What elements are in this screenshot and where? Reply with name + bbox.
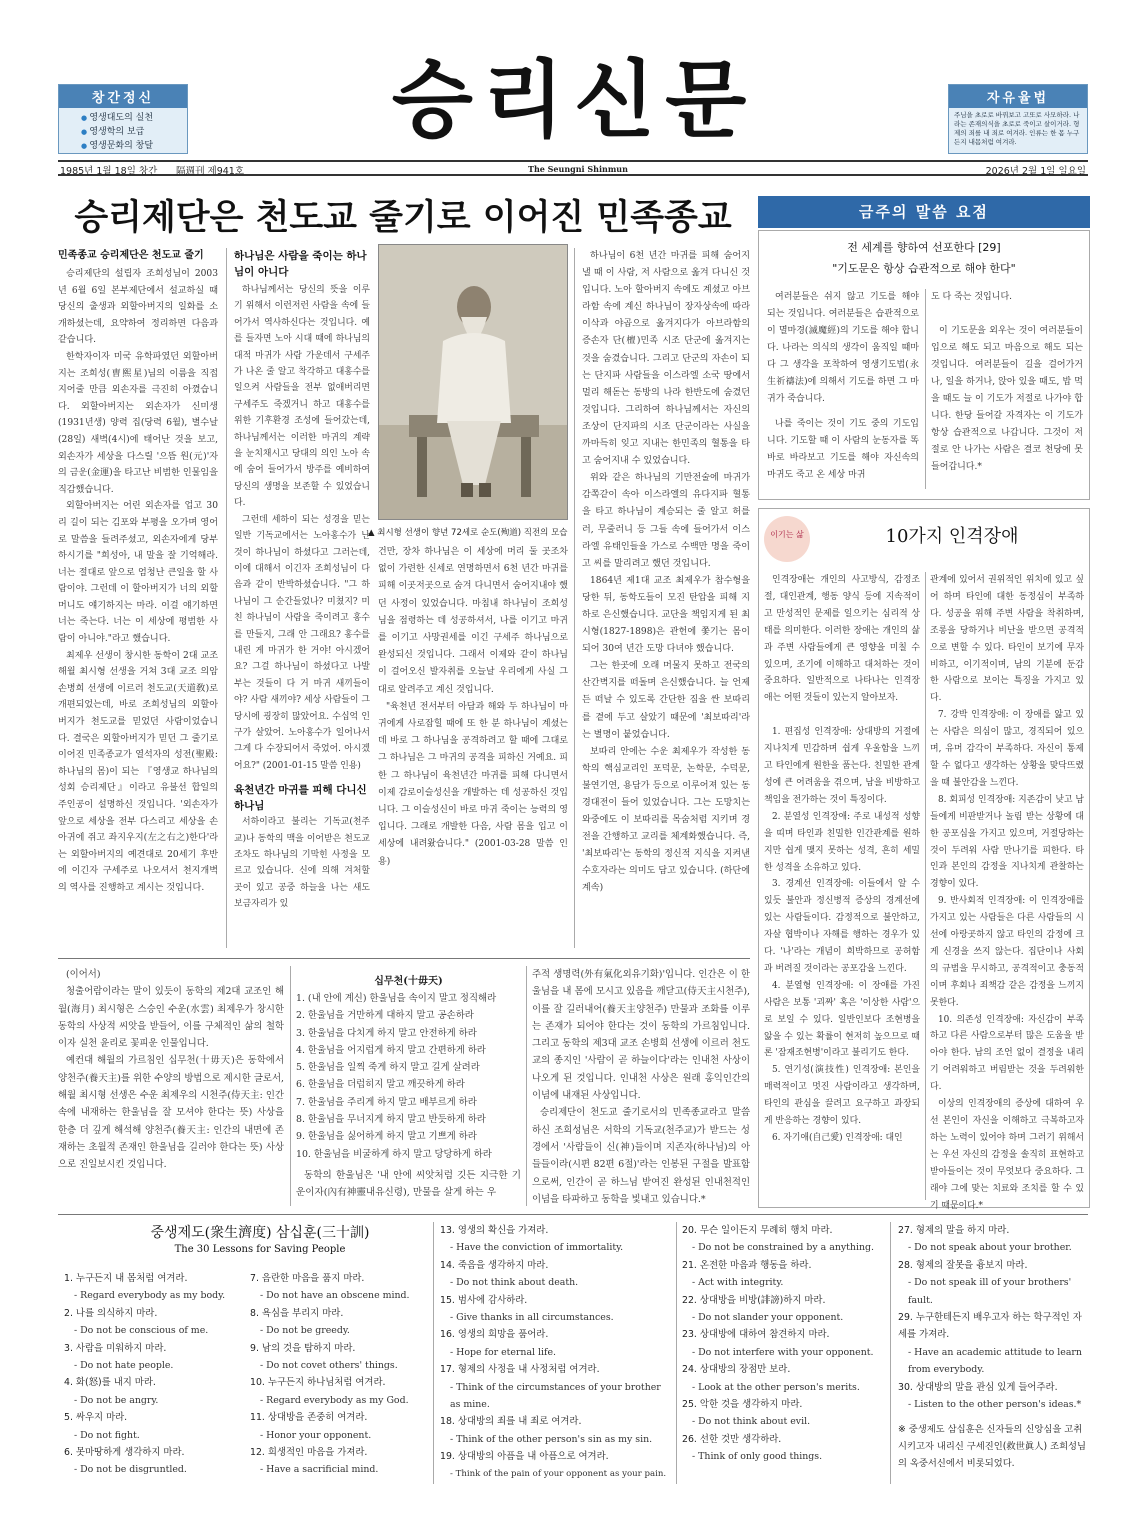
paragraph: 그런데 세하이 되는 성경을 믿는 일반 기독교에서는 노아홍수가 난 것이 하나님이 하셨다고 그러는데, 이에 대해서 이긴자 조희성님이 다음과 같이 반박하셨습니다. "그 하나님이 그 순간들었나? 미쳤지? 미친 하나님이 사람을 죽이려고 홍수를 만들지, 그래 안 그래요? 홍수를 내린 게 마귀가 한 거야! 아시겠어요? 그걸 하나님이 하셨다고 나발 부는 것들이 다 거 마귀 새끼들이야? 사람 새끼야? 세상 사람들이 그 당시에 굉장히 많았어요. 수십억 인구가 살았어. 노아홍수가 일어나서 그게 다 수장되어서 죽었어. 아시겠어요?" (2001-01-15 말씀 인용) [234, 514, 370, 771]
lessons-subtitle: The 30 Lessons for Saving People [174, 1244, 346, 1255]
paragraph: 서하이라고 불리는 기독교(천주교)나 동학의 맥을 이어받은 천도교조차도 하나님의 기막힌 사정을 모르고 있습니다. 신에 의해 겨처할 곳이 있고 공중 하늘을 나는 새도 보금자리가 있 [234, 817, 370, 910]
main-headline: 승리제단은 천도교 줄기로 이어진 민족종교 [74, 198, 732, 238]
photo-caption: ▲ 최시형 선생이 향년 72세로 순도(殉道) 직전의 모습 [368, 528, 568, 538]
ten-wishes-title: 십무천(十毋天) [374, 976, 443, 987]
lesson-ko: 13. 영생의 확신을 가져라. [440, 1225, 549, 1236]
lesson-en: - Do not be greedy. [260, 1325, 350, 1337]
lesson-ko: 15. 범사에 감사하라. [440, 1294, 528, 1306]
lesson-en: - Do not hate people. [74, 1360, 174, 1372]
winning-life-badge: 이기는 삶 [764, 516, 810, 562]
personality-column-right [930, 572, 1084, 1214]
lesson-ko: 7. 음란한 마음을 품지 마라. [250, 1273, 365, 1284]
column-1-subhead: 민족종교 승리제단은 천도교 줄기 [58, 250, 204, 261]
lesson-en: - Listen to the other person's ideas.* [908, 1399, 1082, 1411]
paragraph: 이 기도문을 외우는 것이 여러분들이 입으로 해도 되고 마음으로 해도 되는 것입니다. 여러분들이 길을 걸어가거나, 일을 하거나, 앉아 있을 때도, 밥 먹을 때도 늘 이 기도가 저절로 나가야 합니다. 한당 들어갈 자격자는 이 기도가 항상 습관적으로 나갑니다. 그것이 저절로 안 나가는 사람은 결코 천당에 못 들어갑니다.* [931, 326, 1083, 472]
lesson-en: - Do not covet others' things. [260, 1360, 398, 1372]
lesson-en: - Regard everybody as my God. [260, 1394, 409, 1406]
lesson-ko: 16. 영생의 희망을 품어라. [440, 1329, 549, 1341]
lessons-column-1 [64, 1270, 242, 1479]
lesson-ko: 27. 형제의 말을 하지 마라. [898, 1225, 1010, 1236]
paragraph: 그는 한곳에 오래 머물지 못하고 전국의 산간벽지를 떠돌며 은신했습니다. 늘 언제든 떠날 수 있도록 간단한 짐을 싼 보따리를 곁에 두고 살았기 때문에 '최보따리'라는 별명이 붙었습니다. [582, 661, 750, 740]
list-item: 8. 한울님을 무너지게 하지 말고 반듯하게 하라 [296, 1114, 486, 1126]
lesson-ko: 5. 싸우지 마라. [64, 1412, 128, 1424]
lesson-ko: 24. 상대방의 장점만 보라. [682, 1364, 791, 1376]
lessons-column-5 [898, 1222, 1090, 1472]
freedom-law-box [948, 84, 1088, 154]
list-item: 1. (내 안에 계신) 한울님을 속이지 말고 정직해라 [296, 993, 497, 1004]
lesson-en: - Do not be conscious of me. [74, 1325, 209, 1337]
lesson-ko: 23. 상대방에 대하여 참견하지 마라. [682, 1329, 830, 1341]
paragraph: 주적 생명력(外有氣化외유기화)'입니다. 인간은 이 한울님을 내 몸에 모시고 있음을 깨닫고(侍天主시천주), 이를 잘 길러내어(養天主양천주) 만물과 조화를 이루는 존재가 되어야 한다는 것이 동학의 가르침입니다. 그리고 동학의 제3대 교조 손병희 선생에 이르러 천도교의 종지인 '사람이 곧 하늘이다'라는 인내천 사상이 나오게 된 것입니다. 인내천 사상은 원래 홍익인간의 이념에 내재된 사상입니다. [532, 969, 750, 1102]
list-item: 4. 한울님을 어지럽게 하지 말고 간편하게 하라 [296, 1044, 486, 1056]
lesson-en: - Think of the circumstances of your brother as mine. [450, 1381, 661, 1411]
paragraph: 위와 같은 하나님의 기만전술에 마귀가 감쪽같이 속아 이스라엘의 유다지파 혈통을 타고 하나님이 계승되는 줄 알고 허를러, 무줄러니 등 그들 속에 들어가서 이스라엘 유태인들을 가스로 수백만 명을 죽이고 씨를 말리려고 했던 것입니다. [582, 473, 750, 569]
lesson-en: - Think of only good things. [692, 1451, 823, 1463]
paragraph: 예컨대 해월의 가르침인 십무천(十毋天)은 동학에서 양천주(養天主)를 위한 수양의 방법으로 제시한 글로서, 해월 최시형 선생은 수운 최제우의 시천주(侍天主: 인간 속에 내재하는 한울님을 잘 모셔야 한다는 뜻) 사상을 한층 더 깊게 해석해 양천주(養天主: 인간의 내면에 존재하는 초월적 존재인 한울님을 길러야 한다는 뜻) 사상으로 진일보시킨 것입니다. [58, 1055, 284, 1171]
list-item: 2. 한울님을 거만하게 대하지 말고 공손하라 [296, 1010, 474, 1022]
paragraph: 여러분들은 쉬지 않고 기도를 해야 되는 것입니다. 여러분들은 습관적으로 이 멸마경(滅魔經)의 기도를 해야 합니다. 나라는 의식의 생각이 움직일 때마다 그 생각을 포착하여 영생기도법(永生祈禱法)에 의해서 기도를 하면 그 마귀가 죽습니다. [767, 292, 919, 404]
paragraph: 외할아버지는 어린 외손자를 업고 30리 길이 되는 김포와 부평을 오가며 영어로 말씀을 들려주셨고, 외손자에게 당부하시기를 "희성아, 내 말을 잘 기억해라. 너는 절대로 앞으로 엄청난 큰일을 할 사람이야. 그런데 이 할아버지가 너의 외할머니도 얘기하지는 마라. 이걸 얘기하면 너는 죽는다. 너는 이 세상에 평범한 사람이 아니야."라고 했습니다. [58, 501, 218, 645]
paragraph: 최제우 선생이 창시한 동학이 2대 교조 해월 최시형 선생을 거쳐 3대 교조 의암 손병희 선생에 이르러 천도교(天道敎)로 개편되었는데, 바로 조희성님의 외할아버지가 천도교를 믿었던 사람이었습니다. 결국은 외할아버지가 믿던 그 줄기로 이어진 민족종교가 열석자의 성전(聖殿: 하나님의 몸)이 되는 『영생교 하나님의 성회 승리제단』이라고 유불선 합일의 주인공이 설명하신 것입니다. '외손자가 앞으로 세상을 전부 다스리고 세상을 손아귀에 쥐고 좌지우지(左之右之)한다'라는 외할아버지의 예견대로 20세기 후반에 이긴자 구세주로 나오셔서 천지개벽의 역사를 진행하고 계시는 것입니다. [58, 650, 219, 893]
paragraph: 4. 분열형 인격장애: 이 장애를 가진 사람은 보통 '괴짜' 혹은 '이상한 사람'으로 보일 수 있다. 일반인보다 조현병을 앓을 수 있는 확률이 현저히 높으므로 때론 '잠재조현병'이라고 불리기도 한다. [764, 980, 920, 1059]
english-title: The Seungni Shinmun [528, 164, 628, 174]
photo-elder-figure [379, 245, 568, 520]
paragraph: 관계에 있어서 권위적인 위치에 있고 싶어 하며 타인에 대한 동정심이 부족하다. 성공을 위해 주변 사람을 착취하며, 조롱을 당하거나 비난을 받으면 공격적으로 변할 수 있다. 타인이 보기에 무자비하고, 이기적이며, 남의 기분에 둔감한 사람으로 보이는 특징을 가지고 있다. [930, 575, 1084, 704]
paragraph: 승리제단이 천도교 줄기로서의 민족종교라고 말씀하신 조희성님은 서학의 기독교(천주교)가 받드는 성경에서 '사람들이 신(神)들이며 지존자(하나님)의 아들들이라(시편 82편 6절)'라는 인봉된 구절을 발표함으로써, 인간이 곧 하느님 받여진 완성된 인내천적인 이념을 타파하고 동학을 빛내고 있습니다.* [532, 1107, 750, 1205]
weekly-sermon-box [758, 230, 1090, 500]
founding-spirit-item: ● 영생대도의 실천 [81, 111, 187, 125]
paragraph: 이상의 인격장애의 증상에 대하여 우선 본인이 자신을 이해하고 극복하고자 하는 노력이 있어야 하며 그러기 위해서는 우선 자신의 감정을 솔직히 표현하고 받아들이는 것이 무엇보다 중요하다. 그래야 그에 맞는 치료와 조치를 할 수 있기 때문이다.* [930, 1099, 1084, 1211]
lesson-ko: 29. 누구한테든지 배우고자 하는 학구적인 자세를 가져라. [898, 1312, 1082, 1341]
paragraph: 5. 연기성(演技性) 인격장애: 본인을 매력적이고 멋진 사람이라고 생각하며, 타인의 관심을 끌려고 요구하고 과장되게 반응하는 경향이 있다. [764, 1065, 920, 1127]
paragraph: (이어서) [66, 969, 101, 980]
lesson-ko: 6. 못마땅하게 생각하지 마라. [64, 1447, 185, 1459]
paragraph: 인격장애는 개인의 사고방식, 감정조절, 대인관계, 행동 양식 등에 지속적이고 만성적인 문제를 일으키는 심리적 상태를 의미한다. 이러한 장애는 개인의 삶과 주변 사람들에게 큰 영향을 미칠 수 있으며, 조기에 이해하고 대처하는 것이 중요하다. 일반적으로 나타나는 인격장애는 어떤 것들이 있는지 알아보자. [764, 575, 920, 704]
lessons-note: ※ 중생제도 삼십훈은 신자들의 신앙심을 고취시키고자 내리신 구세진인(救世眞人) 조희성님의 옥중서신에서 비롯되었다. [898, 1424, 1087, 1470]
paragraph: 9. 반사회적 인격장애: 이 인격장애를 가지고 있는 사람들은 다른 사람들의 시선에 아랑곳하지 않고 타인의 감정에 크게 신경을 쓰지 않는다. 집단이나 사회의 규범을 무시하고, 공격적이고 충동적이며 후회나 죄책감 같은 감정을 느끼지 못한다. [930, 896, 1084, 1008]
lesson-ko: 8. 욕심을 부리지 마라. [250, 1307, 344, 1319]
list-item: 5. 한울님을 일찍 죽게 하지 말고 길게 살려라 [296, 1062, 480, 1074]
lessons-column-2 [250, 1270, 430, 1479]
lesson-en: - Have an academic attitude to learn from everybody. [908, 1346, 1082, 1376]
lesson-en: - Do not have an obscene mind. [260, 1290, 410, 1302]
ten-wishes-list [296, 990, 521, 1201]
lesson-en: - Hope for eternal life. [450, 1346, 557, 1358]
lesson-ko: 3. 사람을 미워하지 마라. [64, 1342, 167, 1354]
paragraph: 도 다 죽는 것입니다. [931, 292, 1012, 302]
lesson-ko: 21. 온전한 마음과 행동을 하라. [682, 1259, 812, 1271]
lesson-en: - Think of the pain of your opponent as your pain. [450, 1468, 667, 1479]
paragraph: 10. 의존성 인격장애: 자신감이 부족하고 다른 사람으로부터 많은 도움을 받아야 한다. 남의 조언 없이 결정을 내리기 어려워하고 버림받는 것을 두려워한다. [930, 1014, 1084, 1093]
list-item: 9. 한울님을 싫어하게 하지 말고 기쁘게 하라 [296, 1131, 477, 1143]
paragraph: 2. 분열성 인격장애: 주로 내성적 성향을 띠며 타인과 친밀한 인간관계를 원하지만 쉽게 맺지 못하는 성격, 흔히 세밀한 성격을 소유하고 있다. [764, 811, 920, 873]
article-column-1 [58, 248, 218, 897]
founding-spirit-title: 창간정신 [59, 85, 187, 108]
founding-spirit-item: ● 영생문화의 창달 [81, 139, 187, 153]
lesson-en: - Have a sacrificial mind. [260, 1464, 379, 1476]
lower-column-left [58, 966, 284, 1174]
lesson-en: - Act with integrity. [692, 1277, 784, 1289]
lesson-ko: 28. 형제의 잘못을 흉보지 마라. [898, 1259, 1028, 1271]
paragraph: 청출어람이라는 말이 있듯이 동학의 제2대 교조인 해월(海月) 최시형은 스승인 수운(水雲) 최제우가 창시한 동학의 사상적 씨앗을 받들어, 이를 구체적인 삶의 철학이자 실천 윤리로 꽃피운 인물입니다. [58, 986, 284, 1050]
lesson-en: - Do not speak about your brother. [908, 1242, 1072, 1254]
list-item: 3. 한울님을 다치게 하지 말고 안전하게 하라 [296, 1027, 477, 1039]
paragraph: 하나님께서는 당신의 뜻을 이루기 위해서 이런저런 사람을 속에 들어가서 역사하신다는 것입니다. 예를 들자면 노아 시대 때에 하나님의 대적 마귀가 사람 가운데서 구세주가 나온 줄 알고 착각하고 대홍수를 일으켜 사람들을 전부 없애버리면 구세주도 죽겠거니 하고 대홍수를 위한 기후환경 조성에 들어갔는데, 하나님께서는 이러한 마귀의 계략을 눈치채시고 당대의 의인 노아 속에 숨어 들어가서 방주를 예비하여 당신의 생명을 보존할 수 있었습니다. [234, 285, 370, 509]
lesson-en: - Do not be disgruntled. [74, 1464, 187, 1476]
paragraph: 승리제단의 설립자 조희성님이 2003년 6월 6일 본부제단에서 설교하실 때 당신의 출생과 외할아버지의 일화를 소개하셨는데, 요약하여 정리하면 다음과 같습니다. [58, 269, 218, 346]
dateline [58, 160, 1088, 176]
lesson-en: - Do not be constrained by a anything. [692, 1242, 874, 1254]
sermon-title: 전 세계를 향하여 선포한다 [29] [847, 241, 1001, 254]
lesson-ko: 11. 상대방을 존중히 여겨라. [250, 1412, 368, 1424]
personality-column-left [764, 572, 920, 1147]
issue-date: 2026년 2월 1일 일요일 [985, 166, 1086, 177]
lesson-ko: 17. 형제의 사정을 내 사정처럼 여겨라. [440, 1364, 600, 1376]
lesson-ko: 18. 상대방의 죄를 내 죄로 여겨라. [440, 1416, 582, 1428]
lesson-en: - Look at the other person's merits. [692, 1381, 860, 1393]
list-item: 10. 한울님을 비굴하게 하지 말고 당당하게 하라 [296, 1148, 492, 1160]
lesson-en: - Do not think about death. [450, 1277, 579, 1289]
lesson-en: - Do not speak ill of your brothers' fault. [908, 1277, 1072, 1306]
newspaper-title: 승리신문 [391, 51, 757, 149]
paragraph: 1. 편집성 인격장애: 상대방의 거절에 지나치게 민감하며 쉽게 우울함을 느끼고 타인에게 원한을 품는다. 친밀한 관계성에 큰 어려움을 겪으며, 남을 비방하고 책임을 전가하는 것이 특징이다. [764, 727, 920, 805]
paragraph: "육천년 전서부터 아담과 해와 두 하나님이 마귀에게 사로잡힐 때에 또 한 분 하나님이 계셨는데 바로 그 하나님을 공격하려고 할 때에 그대로 그 하나님은 그 마귀의 공격을 피하신 거예요. 피한 그 하나님이 육천년간 마귀를 피해 다니면서 이제 감로이슬성신을 개발하는 데 성공하신 것입니다. 그 이슬성신이 바로 마귀 죽이는 능력의 영입니다. 그래로 개발한 다음, 사람 몸을 입고 이 세상에 내려왔습니다." (2001-03-28 말씀 인용) [378, 701, 568, 867]
list-item: 6. 한울님을 더럽히지 말고 깨끗하게 하라 [296, 1079, 465, 1091]
paragraph: 8. 회피성 인격장애: 지존감이 낮고 남들에게 비판받거나 놀림 받는 상황에 대한 공포심을 가지고 있으며, 거절당하는 것이 두려워 사람 만나기를 피한다. 타인과 본인의 감정을 지나치게 관찰하는 경향이 있다. [930, 794, 1084, 890]
article-column-3 [378, 544, 568, 871]
lesson-en: - Do not interfere with your opponent. [692, 1346, 874, 1358]
paragraph: 1864년 제1대 교조 최제우가 참수형을 당한 뒤, 동학도들이 모진 탄압을 피해 지하로 은신했습니다. 교단을 책임지게 된 최시형(1827-1898)은 관헌에 쫓기는 몸이 되어 30여 년간 도망 다녀야 했습니다. [582, 575, 750, 655]
lesson-ko: 30. 상대방의 말을 관심 있게 들어주라. [898, 1381, 1058, 1393]
founding-spirit-box [58, 84, 188, 154]
freedom-law-body: 주님을 초로로 바꿔보고 고또로 사모하라. 나라는 존재의식을 초로로 죽이고 살이거라. 형제의 죄를 내 죄로 여겨라. 인류는 한 몸 누구든지 내몸처럼 여겨라. [954, 111, 1080, 146]
paragraph: 나를 죽이는 것이 기도 중의 기도입니다. 기도할 때 이 사람의 눈동자를 똑바로 바라보고 기도를 해야 자신속의 마귀도 죽고 온 세상 마귀 [767, 419, 919, 480]
lesson-en: - Do not fight. [74, 1429, 140, 1441]
paragraph: 7. 강박 인격장애: 이 장애를 앓고 있는 사람은 의심이 많고, 경직되어 있으며, 유머 감각이 부족하다. 자신이 통제할 수 없다고 생각하는 상황을 맞닥뜨렸을 때 불안감을 느낀다. [930, 710, 1084, 788]
founding-spirit-item: ● 영생학의 보급 [81, 125, 187, 139]
paragraph: 하나님이 6천 년간 마귀를 피해 숨어지낼 때 이 사람, 저 사람으로 옮겨 다니신 것입니다. 노아 할아버지 속에도 계셨고 아브라함 속에 계신 하나님이 장자상속에 따라 이삭과 야곱으로 옮겨지다가 아브라함의 증손자 단(檀)민족 시조 단군에 옮겨지는 것을 숨겼습니다. 그리고 단군의 자손이 되는 단지파 사람들을 이스라엘 소국 땅에서 멀리 해돋는 동방의 나라 한반도에 숨겼던 것입니다. 그리하여 하나님께서는 자신의 조상이 단지파의 시조 단군이라는 사실을 까마득히 잊고 지내는 한민족의 혈통을 타고 숨어지내 수 있었습니다. [582, 251, 750, 467]
lesson-en: - Honor your opponent. [260, 1429, 372, 1441]
lesson-en: - Have the conviction of immortality. [450, 1242, 624, 1254]
column-2-subhead-2: 육천년간 마귀를 피해 다니신 하나님 [234, 784, 367, 813]
lesson-ko: 12. 희생적인 마음을 가져라. [250, 1447, 368, 1459]
lesson-ko: 9. 남의 것을 탐하지 마라. [250, 1342, 356, 1354]
sermon-subtitle: "기도문은 항상 습관적으로 해야 한다" [832, 262, 1016, 275]
list-item: 7. 한울님을 주리게 하지 말고 배부르게 하라 [296, 1096, 477, 1108]
lesson-ko: 1. 누구든지 내 몸처럼 여겨라. [64, 1273, 188, 1284]
lesson-ko: 2. 나를 의식하지 마라. [64, 1307, 158, 1319]
lessons-title: 중생제도(衆生濟度) 삼십훈(三十訓) [150, 1225, 370, 1241]
paragraph: 한학자이자 미국 유학파였던 외할아버지는 조희성(曺熙星)님의 이름을 직접 지어줄 만큼 외손자를 극진히 아꼈습니다. 외할아버지는 외손자가 신미생(1931년생) 양력 집(당력 6월), 별수날(28일) 새벽(4시)에 태어난 것을 보고, 외손자가 세상을 다스릴 '으뜸 원(元)'자의 금운(金運)을 타고난 비범한 인물임을 직감했습니다. [58, 351, 218, 495]
paragraph: 보따리 안에는 수운 최제우가 작성한 동학의 핵심교리인 포덕문, 논학문, 수덕문, 불연기연, 용담가 등으로 이루어져 있는 동경대전이 들어 있었습니다. 그는 도망치는 와중에도 이 보따리를 목숨처럼 지키며 경전을 간행하고 교리를 체계화했습니다. 즉, '최보따리'는 동학의 정신적 지식을 지켜낸 수호자라는 의미도 담고 있습니다. (하단에 계속) [582, 746, 750, 894]
paragraph: 동학의 한울님은 '내 안에 씨앗처럼 깃든 지극한 기운이자(內有神靈내유신령), 만물을 살게 하는 우 [296, 1169, 521, 1198]
lesson-en: - Think of the other person's sin as my sin. [450, 1433, 653, 1445]
founded-date: 1985년 1월 18일 창간 [60, 166, 158, 177]
lesson-ko: 14. 죽음을 생각하지 마라. [440, 1259, 549, 1271]
freedom-law-title: 자유율법 [949, 85, 1087, 108]
photo-choi-sihyung [378, 244, 568, 520]
lessons-column-4 [682, 1222, 882, 1466]
issue-number: 隔週刊 제941호 [176, 166, 245, 177]
column-2-subhead: 하나님은 사람을 죽이는 하나님이 아니다 [234, 250, 367, 278]
lesson-ko: 4. 화(怒)를 내지 마라. [64, 1377, 156, 1389]
article-column-2 [234, 248, 370, 913]
lesson-ko: 20. 무슨 일이든지 무례히 행치 마라. [682, 1225, 833, 1236]
lesson-ko: 25. 악한 것을 생각하지 마라. [682, 1399, 803, 1411]
lessons-column-3 [440, 1222, 672, 1483]
lesson-en: - Give thanks in all circumstances. [450, 1312, 614, 1324]
paragraph: 3. 경계선 인격장애: 이들에서 알 수 있듯 불안과 정신병적 증상의 경계선에 있는 사람들이다. 감정적으로 불안하고, 자살 협박이나 자해를 행하는 경우가 있다. '나'라는 개념이 희박하므로 공허함과 버려질 것이라는 공포감을 느낀다. [764, 879, 920, 974]
lesson-en: - Regard everybody as my body. [74, 1290, 226, 1302]
paragraph: 6. 자기애(自己愛) 인격장애: 대인 [772, 1133, 903, 1143]
lesson-en: - Do not slander your opponent. [692, 1312, 844, 1324]
weekly-sermon-header: 금주의 말씀 요점 [758, 196, 1090, 228]
lesson-ko: 22. 상대방을 비방(誹謗)하지 마라. [682, 1294, 826, 1306]
lower-column-right [532, 966, 750, 1208]
lesson-ko: 19. 상대방의 아픔을 내 아픔으로 여겨라. [440, 1451, 609, 1463]
lesson-ko: 10. 누구든지 하나님처럼 여겨라. [250, 1377, 386, 1389]
article-column-4 [582, 248, 750, 898]
paragraph: 건만, 장차 하나님은 이 세상에 머리 둘 곳조차 없이 가련한 신세로 연명하면서 6천 년간 마귀를 피해 이곳저곳으로 숨겨 다니면서 숨어지내야 했던 사정이 있었습니다. 마침내 하나님이 조희성님을 점령하는 데 성공하셔서, 나를 이기고 마귀를 이기고 사망권세를 이긴 구세주 하나님으로 완성되신 것입니다. 그래서 이제와 같이 하나님이 걸어오신 발자취를 오늘날 우리에게 사실 그대로 알려주고 계신 것입니다. [378, 547, 568, 695]
personality-title: 10가지 인격장애 [885, 526, 1019, 547]
lesson-en: - Do not be angry. [74, 1394, 159, 1406]
lesson-en: - Do not think about evil. [692, 1416, 811, 1428]
lesson-ko: 26. 선한 것만 생각하라. [682, 1433, 782, 1445]
